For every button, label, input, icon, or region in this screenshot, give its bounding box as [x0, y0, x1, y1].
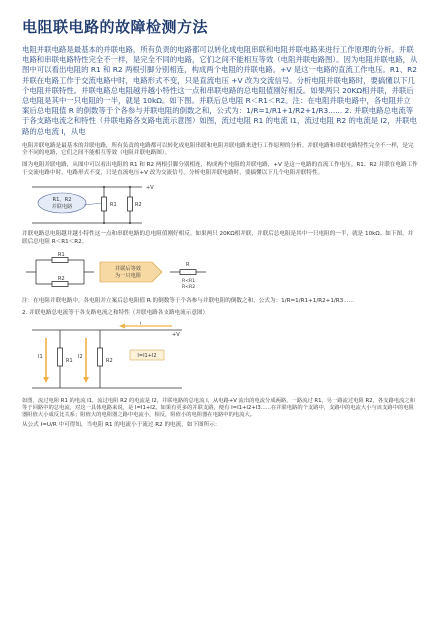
label-r1: R1: [110, 202, 117, 209]
branch-current-diagram: [22, 322, 192, 394]
label-r2-current: R2: [106, 357, 113, 364]
callout-line2: 并联电路: [51, 204, 73, 211]
equivalent-resistance-diagram: [22, 250, 222, 294]
page-title: 电阻联电路的故障检测方法: [22, 18, 209, 36]
figure-branch-currents: [22, 322, 418, 394]
resistor-r-total: [180, 270, 196, 275]
callout-bubble: [38, 193, 86, 213]
figure-equivalent-resistance: [22, 250, 418, 294]
equivalence-line1: 并联后等效: [115, 266, 141, 273]
resistor-r1-current: [58, 348, 63, 366]
resistor-r1-eq: [52, 258, 68, 263]
intro-paragraph: 电阻并联电路是最基本的并联电路，所有负责的电路都可以转化成电阻串联和电阻并联电路来进行工作原理的分析。并联电路和串联电路特性完全不一样，是完全不同的电路，它们之间不能相互等效（电阻并联电路图）。因为电阻并联电路，从图中可以看出电阻的 R1 和 R2 两根引脚分别相连，构成两个电阻的并联电路。+V 是这一电路的直流工作电压。R1、R2 并联在电路工作于交流电路中时，电路形式不变，只是直流电压 +V 改为交流信号。分析电阻并联电路时，要搞懂以下几个电阻并联特性。并联电路总电阻越并越小特性这一点和串联电路的总电阻值刚好相反。如果两只 20KΩ相并联，并联后总电阻是其中一只电阻的一半，就是 10kΩ。如下图。并联后总电阻 R＜R1＜R2。注：在电阻并联电路中，各电阻并立案后总电阻值 R 的倒数等于个各参与并联电阻的倒数之和，公式为：1/R=1/R1+1/R2+1/R3...... 2. 并联电路总电流等于各支路电流之和特性（并联电路各支路电流示意图）如图，流过电阻 R1 的电流 I1，流过电阻 R2 的电流是 I2，并联电路的总电流 I，从电: [22, 45, 418, 136]
label-r-total: R: [186, 262, 190, 269]
callout-line1: R1、R2: [52, 197, 72, 204]
resistor-r2-current: [98, 348, 103, 366]
paragraph-current-explanation: 如图，流过电阻 R1 的电流 I1，流过电阻 R2 的电流是 I2，并联电路的总电流 I，从电路+V 流出的电流分成两路，一路流过 R1，另一路流过电阻 R2，各支路电流之和等于回路中的总电流，对这一具体电路来说，是 I=I1+I2。如果有更多的并联支路，便有 I=I1+I2+I3......在并联电路的个支路中，支路中的电流大小与该支路中的电阻器阻值大小成反比关系；阻值大的电阻器之路中电流小，相反，阻值小的电阻器在电路中的电流大。: [22, 397, 415, 418]
label-vplus: +V: [146, 185, 154, 192]
label-i1: I1: [38, 353, 43, 360]
paragraph-circuit-description: 图为电阻并联电路，从图中可以看出电阻的 R1 和 R2 两根引脚分别相连，构成两个电阻的并联电路，+V 是这一电路的直流工作电压。R1、R2 并联在电路工作于交流电路中时，电路形式不变，只是直流电压+V 改为交流信号。分析电阻并联电路时，要搞懂以下几个电阻并联特性。: [22, 162, 418, 176]
label-r1-current: R1: [66, 357, 73, 364]
paragraph-parallel-basics: 电阻并联电路是最基本的并联电路，所有负责的电路都可以转化成电阻串联和电阻并联电路来进行工作原理的分析。并联电路和串联电路特性完全不一样，是完全不同的电路，它们之间不能相互等效（电阻并联电路图）。: [22, 142, 414, 157]
parallel-circuit-diagram: [22, 181, 162, 227]
label-r2-eq: R2: [58, 276, 65, 283]
paragraph-total-resistance: 并联电路总电阻越并越小特性这一点和串联电路的总电阻值刚好相反。如果两只 20KΩ相并联，并联后总电阻是其中一只电阻的一半，就是 10kΩ。如下图。并联后总电阻 R＜R1＜R2。: [22, 231, 414, 245]
equivalence-line2: 为一只电阻: [115, 273, 141, 280]
label-i2: I2: [78, 353, 83, 360]
heading-total-current: 2. 并联电路总电流等于各支路电流之和特性（并联电路各支路电流示意图）: [22, 309, 209, 316]
equivalence-arrow: [100, 262, 162, 282]
label-r2: R2: [135, 202, 142, 209]
resistor-r2: [128, 197, 133, 211]
paragraph-note-formula: 注：在电阻并联电路中，各电阻并立案后总电阻值 R 的倒数等于个各参与并联电阻的倒数之和，公式为：1/R=1/R1+1/R2+1/R3......: [22, 298, 354, 305]
label-i-total: I: [140, 321, 142, 327]
watermark: ◦: [57, 219, 68, 231]
label-r-lt-r2: R<R2: [182, 285, 196, 291]
resistor-r1: [102, 197, 107, 211]
label-vplus-current: +V: [172, 331, 180, 338]
paragraph-ohm-law: 从公式 I=U/R 中可得知，当电阻 R1 的电流小于流过 R2 的电流，如下图所示：: [22, 422, 221, 429]
label-r1-eq: R1: [58, 252, 65, 259]
label-current-sum: I=I1+I2: [137, 352, 157, 359]
figure-parallel-circuit: [22, 181, 418, 227]
label-r-lt-r1: R<R1: [182, 279, 196, 285]
resistor-r2-eq: [52, 282, 68, 287]
